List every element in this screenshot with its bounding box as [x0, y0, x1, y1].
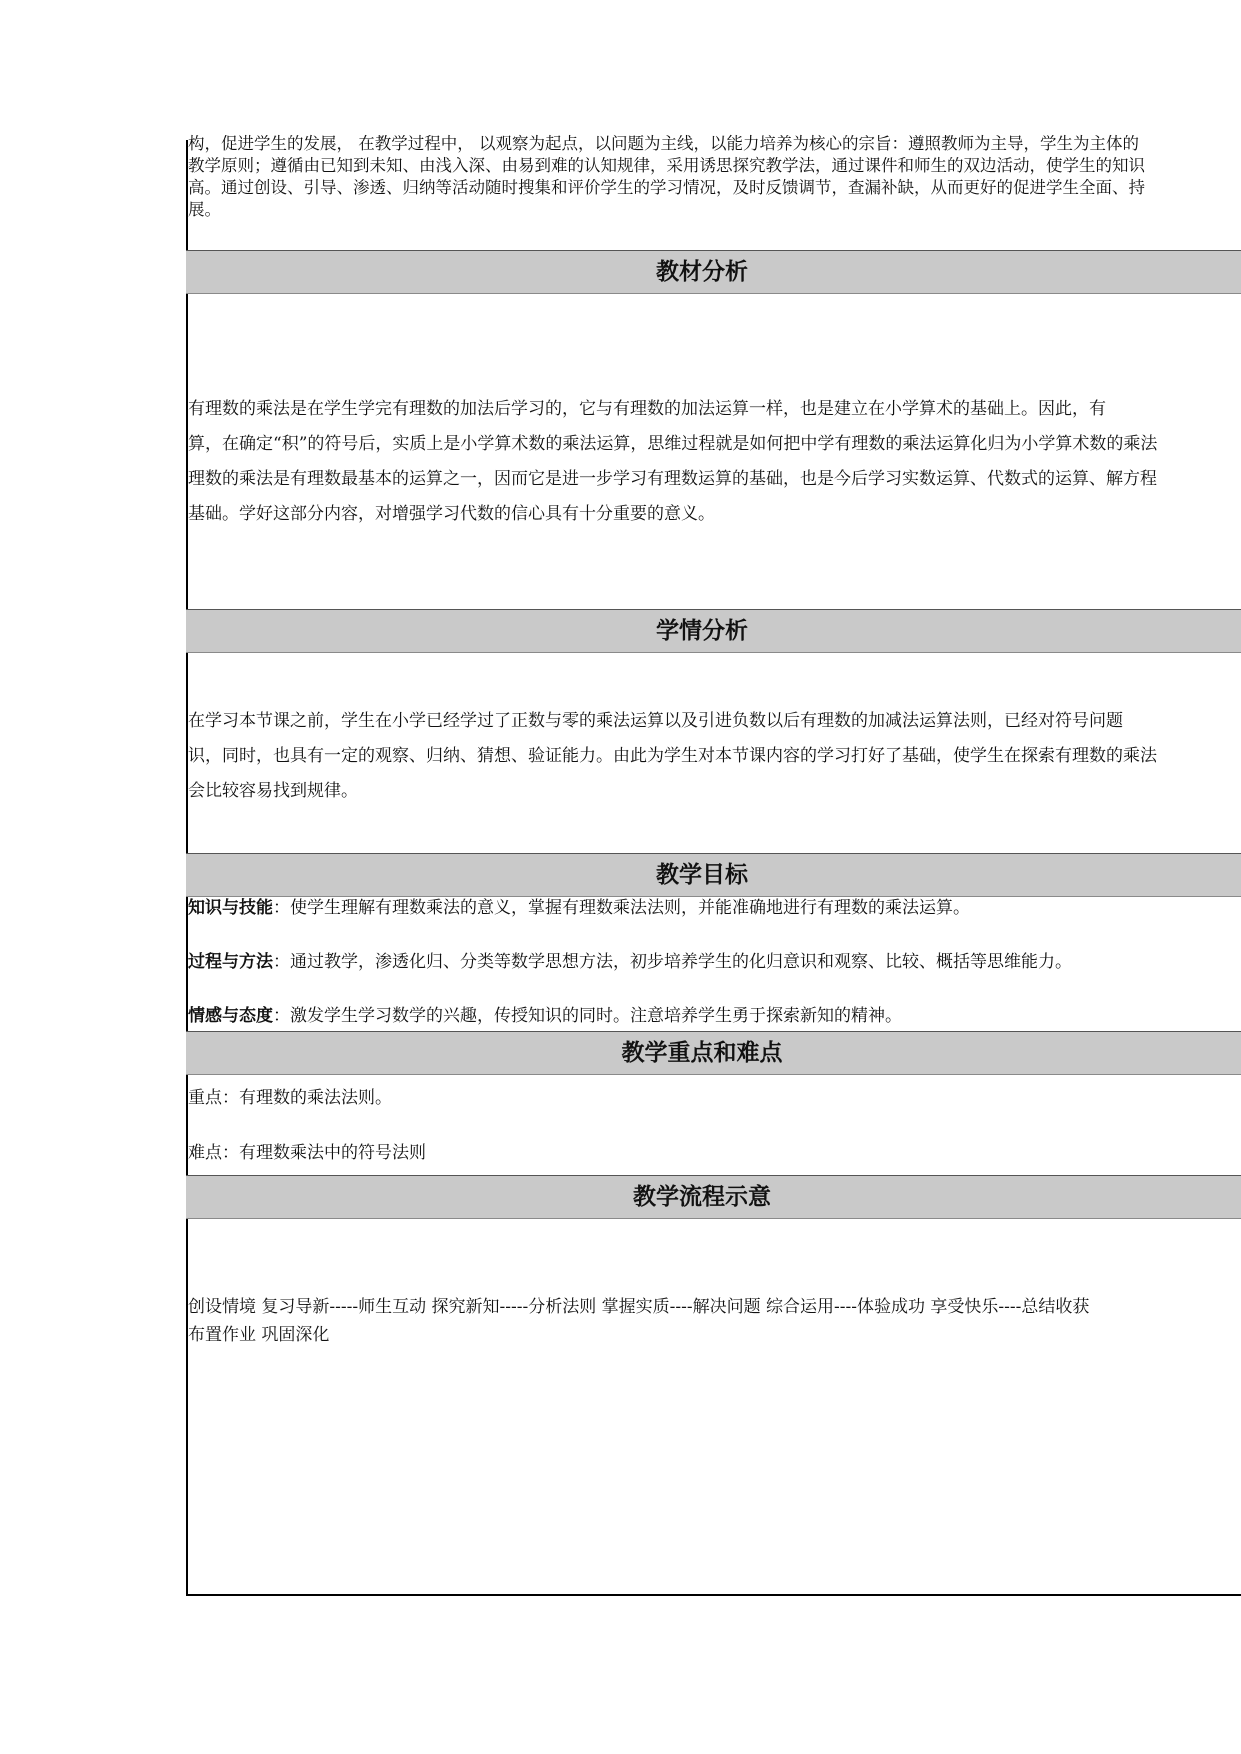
paragraph-line: 会比较容易找到规律。 [188, 781, 358, 801]
textbook-analysis-paragraph [188, 392, 1157, 532]
section-header-flow [186, 1175, 1241, 1219]
intro-line: 展。 [188, 200, 221, 219]
intro-line: 教学原则；遵循由已知到未知、由浅入深、由易到难的认知规律，采用诱思探究教学法，通过课件和师生的双边活动，使学生的知识 [188, 156, 1145, 175]
objective-text: ：通过教学，渗透化归、分类等数学思想方法，初步培养学生的化归意识和观察、比较、概括等思维能力。 [273, 952, 1072, 972]
paragraph-line: 识，同时，也具有一定的观察、归纳、猜想、验证能力。由此为学生对本节课内容的学习打好了基础，使学生在探索有理数的乘法 [188, 746, 1157, 766]
section-title: 教材分析 [656, 259, 748, 285]
document-page [186, 0, 1241, 1754]
paragraph-line: 有理数的乘法是在学生学完有理数的加法后学习的，它与有理数的加法运算一样，也是建立在小学算术的基础上。因此，有 [188, 399, 1106, 419]
paragraph-line: 理数的乘法是有理数最基本的运算之一，因而它是进一步学习有理数运算的基础，也是今后学习实数运算、代数式的运算、解方程 [188, 469, 1157, 489]
section-title: 教学重点和难点 [621, 1040, 783, 1066]
flow-line: 布置作业 巩固深化 [188, 1325, 330, 1345]
objective-label: 知识与技能 [188, 898, 273, 918]
section-title: 教学流程示意 [633, 1184, 771, 1210]
key-point: 重点：有理数的乘法法则。 [188, 1088, 392, 1108]
paragraph-line: 在学习本节课之前，学生在小学已经学过了正数与零的乘法运算以及引进负数以后有理数的加减法运算法则，已经对符号问题 [188, 711, 1123, 731]
flow-line: 创设情境 复习导新-----师生互动 探究新知-----分析法则 掌握实质----解决问题 综合运用----体验成功 享受快乐----总结收获 [188, 1297, 1090, 1317]
section-title: 学情分析 [656, 618, 748, 644]
section-header-students [186, 609, 1241, 653]
student-analysis-paragraph [188, 704, 1157, 809]
difficult-point: 难点：有理数乘法中的符号法则 [188, 1143, 426, 1163]
objective-label: 情感与态度 [188, 1006, 273, 1026]
objective-knowledge [188, 896, 970, 920]
section-title: 教学目标 [656, 862, 748, 888]
intro-paragraph [188, 133, 1145, 221]
section-header-keypoints [186, 1031, 1241, 1075]
objective-text: ：激发学生学习数学的兴趣，传授知识的同时。注意培养学生勇于探索新知的精神。 [273, 1006, 902, 1026]
section-header-textbook [186, 250, 1241, 294]
intro-line: 高。通过创设、引导、渗透、归纳等活动随时搜集和评价学生的学习情况，及时反馈调节，查漏补缺，从而更好的促进学生全面、持 [188, 178, 1145, 197]
objective-text: ：使学生理解有理数乘法的意义，掌握有理数乘法法则，并能准确地进行有理数的乘法运算。 [273, 898, 970, 918]
teaching-flow [188, 1293, 1089, 1349]
paragraph-line: 基础。学好这部分内容，对增强学习代数的信心具有十分重要的意义。 [188, 504, 715, 524]
objective-label: 过程与方法 [188, 952, 273, 972]
section-header-objectives [186, 853, 1241, 897]
objective-process [188, 950, 1072, 974]
intro-line: 构，促进学生的发展， 在教学过程中， 以观察为起点，以问题为主线，以能力培养为核心的宗旨：遵照教师为主导，学生为主体的 [188, 134, 1139, 153]
objective-attitude [188, 1004, 902, 1028]
paragraph-line: 算，在确定“积”的符号后，实质上是小学算术数的乘法运算，思维过程就是如何把中学有理数的乘法运算化归为小学算术数的乘法 [188, 434, 1158, 454]
